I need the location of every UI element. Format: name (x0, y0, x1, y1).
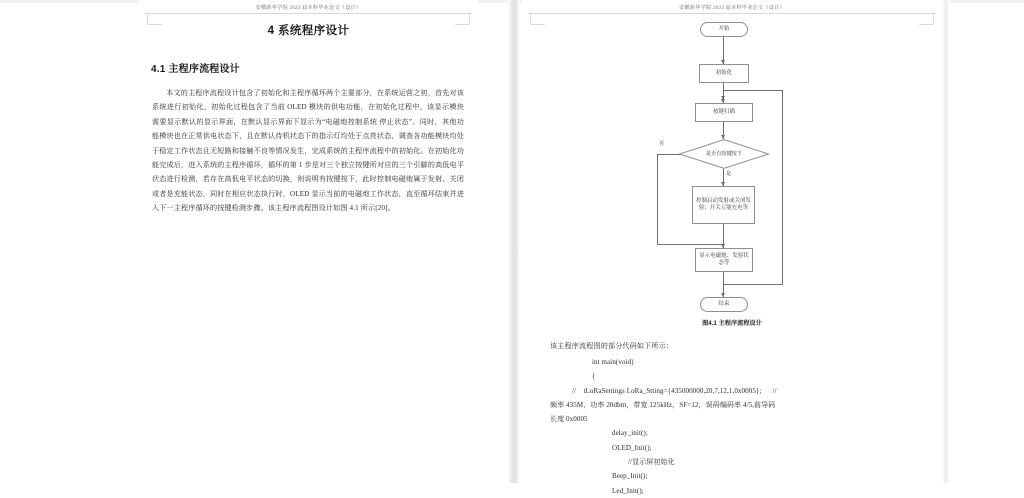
flow-node-init (699, 64, 749, 83)
flow-connector-loop-top (723, 90, 783, 91)
flow-node-action-label: 控制启动发射或关闭发射；开关万能充电等 (696, 197, 751, 211)
flow-connector-no-vertical (657, 154, 658, 244)
flow-node-display-label: 显示电磁炮、发射状态等 (699, 252, 749, 266)
flow-branch-label-no: 否 (659, 141, 665, 147)
code-lead-in: 该主程序流程图的部分代码如下所示： (550, 342, 674, 350)
page-header-left (139, 0, 478, 16)
flow-node-decision-label: 是否有按键按下 (705, 150, 743, 157)
flow-branch-label-yes: 是 (726, 171, 732, 177)
document-page-right[interactable] (522, 0, 942, 495)
flow-arrow-loop-into-scan (721, 96, 725, 100)
running-header-text-right: 安徽新华学院 2023 届本科毕业论文（设计） (679, 5, 785, 11)
flow-node-init-label: 初始化 (715, 69, 733, 76)
page-right-edge-shadow (942, 0, 950, 483)
code-block (522, 353, 942, 498)
header-rule-right (528, 13, 936, 14)
code-line: 长度 0x0005 (550, 415, 588, 424)
flow-node-start (700, 22, 748, 37)
running-header-text: 安徽新华学院 2023 届本科毕业论文（设计） (255, 5, 362, 11)
flow-connector-no-rejoin (657, 244, 723, 245)
section-heading: 4.1 主程序流程设计 (151, 64, 240, 75)
flow-connector-no-horizontal (657, 154, 680, 155)
code-comment-line: //显示屏初始化 (628, 458, 675, 467)
flow-connector-loop-vertical (782, 90, 783, 285)
code-line: { (592, 372, 596, 381)
page-gutter-shadow (508, 0, 520, 483)
code-line: int main(void) (592, 358, 634, 366)
chapter-heading: 4 系统程序设计 (267, 25, 350, 37)
page-header-right (522, 0, 942, 16)
code-line: OLED_Init(); (612, 443, 652, 452)
flow-node-key-scan (695, 103, 753, 122)
body-paragraph: 本文的主程序流程设计包含了初始化和主程序循环两个主要部分，在系统运营之初，首先对该系统进行初始化，初始化过程包含了当前 OLED 模块的供电功能，在初始化过程中，该显示模块需要显示默认的显示界面，在默认显示界面下显示为“电磁炮控制系统 停止状态”。同时，其他功能模块也在正常供电状态下，且在默认待机状态下的指示灯均处于点亮状态，调查各功能模块均处于稳定工作状态且无短路和接触不良等情况发生，完成系统的主程序流程中的初始化。在初始化功能完成后，进入系统的主程序循环，循环的第 1 步是对三个独立按键所对应的三个引脚的高低电平状态进行检测，若存在高低电平状态的切换，则说明有按键按下，此时控制电磁炮属于发射、关闭或者是充能状态，同时在相应状态执行时，OLED 显示当前的电磁炮工作状态，直至循环结束并进入下一主程序循环的按键检测步骤。该主程序流程图设计如图 4.1 所示[20]。 (152, 89, 464, 213)
flow-node-start-label: 开始 (718, 25, 730, 32)
margin-mark-top-left (147, 14, 162, 25)
flow-connector-loop-bottom (723, 284, 783, 285)
figure-caption: 图4.1 主程序流程设计 (702, 320, 762, 327)
code-line: 频率 435M，功率 20dbm，带宽 125kHz，SF=12，误码编码率 4/5,前导码 (550, 400, 776, 409)
code-line: delay_init(); (612, 429, 648, 438)
code-line: Led_Init(); (612, 486, 644, 495)
flow-node-display (695, 248, 753, 272)
flowchart-figure (522, 16, 942, 307)
flow-node-key-scan-label: 按键扫描 (713, 108, 735, 115)
header-rule (145, 13, 472, 14)
flow-node-end-label: 结束 (718, 300, 730, 307)
margin-mark-top-right (455, 14, 470, 25)
code-line: // tLoRaSettings LoRa_Stting={435000000,20,7,12,1,0x0005}; // (572, 386, 777, 395)
flow-node-decision (679, 139, 769, 169)
flow-node-action (692, 186, 755, 224)
document-page-left[interactable] (139, 0, 478, 483)
code-line: Beep_Init(); (612, 472, 648, 481)
flow-node-end (700, 297, 748, 312)
